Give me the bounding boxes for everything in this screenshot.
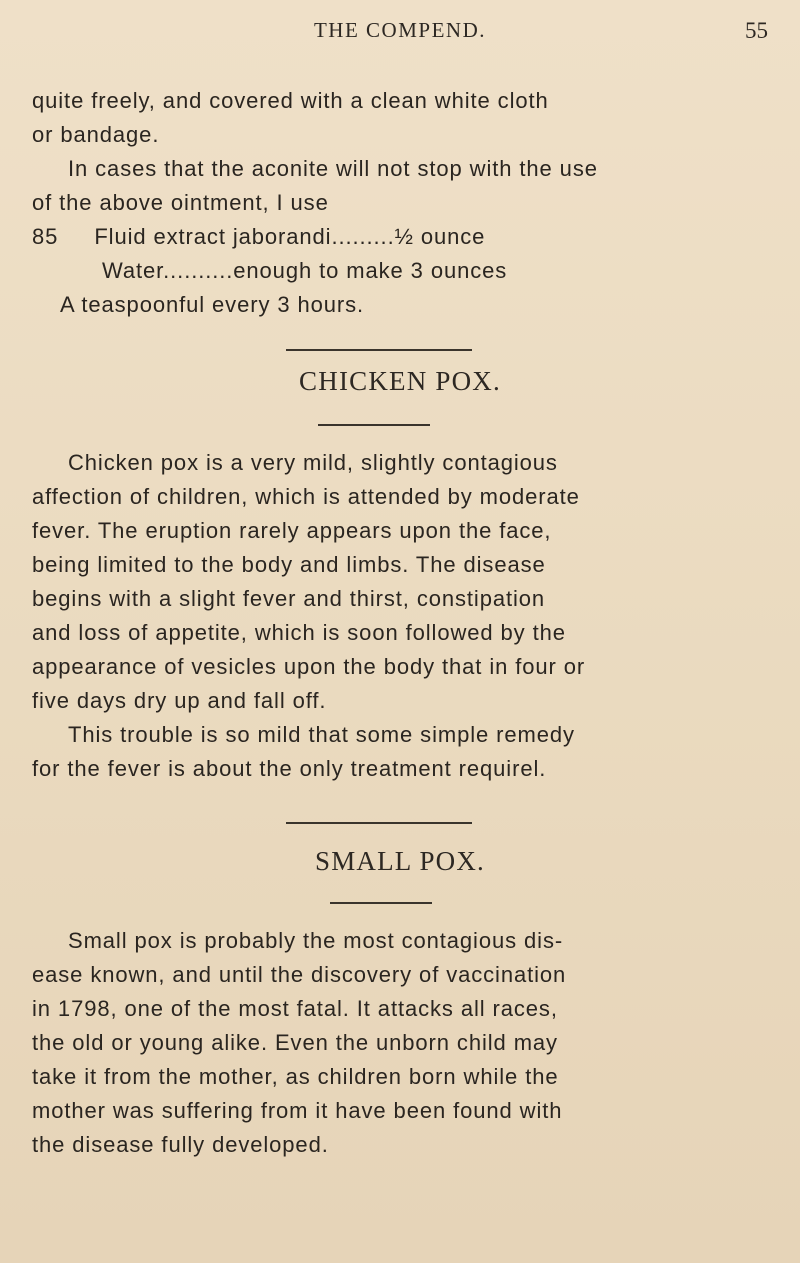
text-line: take it from the mother, as children born while the: [32, 1064, 559, 1089]
section-heading-chicken-pox: CHICKEN POX.: [299, 366, 501, 396]
running-title: THE COMPEND.: [313, 18, 486, 42]
text-line: Small pox is probably the most contagious dis-: [68, 928, 564, 953]
text-line: quite freely, and covered with a clean white cloth: [32, 88, 549, 113]
section-heading-small-pox: SMALL POX.: [314, 846, 486, 876]
text-line: mother was suffering from it have been found with: [32, 1098, 563, 1123]
text-line: being limited to the body and limbs. The disease: [32, 552, 546, 577]
prescription-item-amount: ½ ounce: [394, 224, 486, 249]
text-line: ease known, and until the discovery of vaccination: [32, 962, 567, 987]
small-pox-paragraph-1: [32, 924, 566, 1162]
section-divider-bottom: [330, 902, 432, 904]
prescription-item-name: Water: [102, 258, 164, 283]
text-line: In cases that the aconite will not stop with the use: [68, 156, 598, 181]
text-line: the old or young alike. Even the unborn child may: [32, 1030, 558, 1055]
text-line: begins with a slight fever and thirst, constipation: [32, 586, 546, 611]
text-line: affection of children, which is attended by moderate: [32, 484, 580, 509]
dot-leader: .........: [331, 224, 395, 249]
dot-leader: ..........: [163, 258, 234, 283]
prescription-number: 85: [32, 224, 59, 249]
text-line: This trouble is so mild that some simple remedy: [68, 722, 575, 747]
page-number: 55: [745, 18, 768, 43]
text-line: or bandage.: [32, 122, 160, 147]
page-header: [0, 18, 800, 52]
text-line: of the above ointment, I use: [32, 190, 329, 215]
prescription-dosage: A teaspoonful every 3 hours.: [60, 292, 365, 317]
text-line: appearance of vesicles upon the body that in four or: [32, 654, 586, 679]
text-line: for the fever is about the only treatment requirel.: [32, 756, 547, 781]
prescription-line-2: [102, 254, 507, 288]
text-line: the disease fully developed.: [32, 1132, 329, 1157]
prescription-item-name: Fluid extract jaborandi: [94, 224, 332, 249]
chicken-pox-paragraph-1: [32, 446, 585, 718]
chicken-pox-paragraph-2: [32, 718, 575, 786]
text-line: in 1798, one of the most fatal. It attacks all races,: [32, 996, 558, 1021]
section-divider-bottom: [318, 424, 430, 426]
text-line: Chicken pox is a very mild, slightly contagious: [68, 450, 558, 475]
section-divider-top: [286, 822, 472, 824]
text-line: fever. The eruption rarely appears upon the face,: [32, 518, 552, 543]
text-line: and loss of appetite, which is soon followed by the: [32, 620, 566, 645]
prescription-item-amount: enough to make 3 ounces: [233, 258, 508, 283]
text-line: five days dry up and fall off.: [32, 688, 327, 713]
intro-paragraph: [32, 84, 598, 220]
section-divider-top: [286, 349, 472, 351]
prescription-line-1: [32, 220, 485, 254]
